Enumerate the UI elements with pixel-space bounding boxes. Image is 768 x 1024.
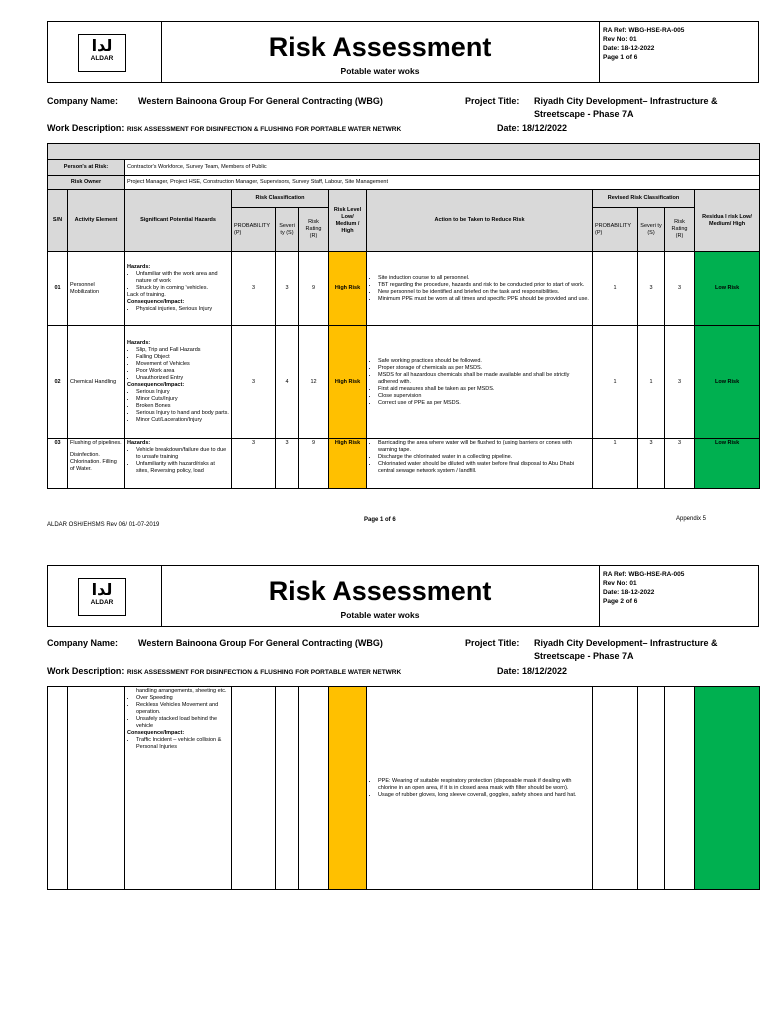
row-rating: 9 <box>299 252 329 326</box>
page-number: Page 2 of 6 <box>603 598 638 605</box>
row-hazards <box>125 687 232 890</box>
footer-left: ALDAR OSH/EHSMS Rev 06/ 01-07-2019 <box>47 522 160 528</box>
work-description <box>47 122 401 136</box>
risk-table-page-2 <box>47 686 760 890</box>
action-item: • Correct use of PPE as per MSDS. <box>378 400 590 407</box>
row-severity: 4 <box>276 326 299 439</box>
row-risk-level: High Risk <box>329 252 367 326</box>
risk-table-page-1 <box>47 143 760 489</box>
row-rev-rating: 3 <box>665 439 695 489</box>
company-value: Western Bainoona Group For General Contracting (WBG) <box>138 96 383 106</box>
work-date: Date: 18/12/2022 <box>497 666 568 676</box>
row-actions <box>367 326 593 439</box>
work-description <box>47 665 401 679</box>
row-sn: 01 <box>48 252 68 326</box>
project-value-2: Streetscape - Phase 7A <box>534 651 634 661</box>
row-rev-probability: 1 <box>593 326 638 439</box>
aldar-logo-mark-icon: ﻟﺪﺍ <box>91 36 113 55</box>
hazard-item: • Struck by in coming 'vehicles. <box>136 285 229 292</box>
consequence-item: • Minor Cuts/Injury <box>136 396 229 403</box>
consequence-item: • Serious Injury <box>136 389 229 396</box>
col-residual: Residua l risk Low/ Medium/ High <box>695 190 760 252</box>
hazard-item: • Slip, Trip and Fall Hazards <box>136 347 229 354</box>
row-actions <box>367 252 593 326</box>
document-header <box>47 21 759 83</box>
company-label: Company Name: <box>47 96 119 106</box>
row-actions <box>367 439 593 489</box>
row-rev-probability <box>593 687 638 890</box>
row-rating <box>299 687 329 890</box>
row-sn: 03 <box>48 439 68 489</box>
hazard-continued-text: handling arrangements, sheeting etc. <box>136 688 227 694</box>
consequence-item: • Serious Injury to hand and body parts. <box>136 410 229 417</box>
action-item: • Safe working practices should be followed. <box>378 358 590 365</box>
action-item: • Barricading the area where water will be flushed to (using barriers or cones with warning tape. <box>378 440 590 454</box>
title-cell <box>161 566 600 626</box>
project-value-1: Riyadh City Development– Infrastructure & <box>534 638 718 648</box>
action-item: • TBT regarding the procedure, hazards and risk to be conducted prior to start of work. <box>378 282 590 289</box>
table-row <box>48 687 760 890</box>
work-value: RISK ASSESSMENT FOR DISINFECTION & FLUSHING FOR PORTABLE WATER NETWRK <box>126 126 402 133</box>
row-rating: 9 <box>299 439 329 489</box>
project-label: Project Title: <box>465 638 520 648</box>
row-probability: 3 <box>232 326 276 439</box>
row-rev-probability: 1 <box>593 439 638 489</box>
hazard-item: • Unauthorized Entry <box>136 375 229 382</box>
col-action: Action to be Taken to Reduce Risk <box>367 190 593 252</box>
row-activity <box>68 687 125 890</box>
ref-date: Date: 18-12-2022 <box>603 45 655 52</box>
action-item: • Discharge the chlorinated water in a collecting pipeline. <box>378 454 590 461</box>
col-risk-classification: Risk Classification <box>232 190 329 208</box>
row-rev-rating <box>665 687 695 890</box>
reference-cell <box>600 22 758 82</box>
hazards-label: Hazards: <box>127 340 151 346</box>
table-row <box>48 252 760 326</box>
col-rating: Risk Rating (R) <box>299 208 329 252</box>
action-item: • Proper storage of chemicals as per MSDS. <box>378 365 590 372</box>
action-item: • First aid measures shall be taken as per MSDS. <box>378 386 590 393</box>
company-value: Western Bainoona Group For General Contracting (WBG) <box>138 638 383 648</box>
owner-value: Project Manager, Project HSE, Construction Manager, Supervisors, Survey Staff, Labour, Site Management <box>125 176 760 190</box>
row-rev-severity: 3 <box>638 252 665 326</box>
col-hazards: Significant Potential Hazards <box>125 190 232 252</box>
work-date: Date: 18/12/2022 <box>497 123 568 133</box>
logo-text: ALDAR <box>90 599 114 606</box>
row-rating: 12 <box>299 326 329 439</box>
row-rev-rating: 3 <box>665 326 695 439</box>
table-row <box>48 326 760 439</box>
row-severity: 3 <box>276 439 299 489</box>
row-activity <box>68 439 125 489</box>
hazards-label: Hazards: <box>127 440 151 446</box>
hazard-item: • Movement of Vehicles <box>136 361 229 368</box>
rev-no: Rev No: 01 <box>603 36 637 43</box>
header-band <box>48 144 760 160</box>
col-sn: S/N <box>48 190 68 252</box>
project-label: Project Title: <box>465 96 520 106</box>
consequence-item: • Minor Cut/Laceration/Injury <box>136 417 229 424</box>
work-label: Work Description: <box>47 123 125 133</box>
col-rev-rating: Risk Rating (R) <box>665 208 695 252</box>
consequence-label: Consequence/Impact: <box>127 730 185 736</box>
page-subtitle: Potable water woks <box>340 66 420 76</box>
col-probability: PROBABILITY (P) <box>232 208 276 252</box>
row-severity <box>276 687 299 890</box>
row-risk-level: High Risk <box>329 326 367 439</box>
hazard-item: • Vehicle breakdown/failure due to due to unsafe training <box>136 447 229 461</box>
title-cell <box>161 22 600 82</box>
work-label: Work Description: <box>47 666 125 676</box>
col-activity: Activity Element <box>68 190 125 252</box>
logo-cell <box>48 566 162 626</box>
hazard-note: Lack of training. <box>127 292 166 298</box>
aldar-logo <box>78 578 126 616</box>
aldar-logo-mark-icon: ﻟﺪﺍ <box>91 580 113 599</box>
row-sn: 02 <box>48 326 68 439</box>
row-probability: 3 <box>232 439 276 489</box>
page-subtitle: Potable water woks <box>340 610 420 620</box>
page-title: Risk Assessment <box>268 576 492 606</box>
logo-cell <box>48 22 162 82</box>
row-risk-level: High Risk <box>329 439 367 489</box>
hazard-item: • Reckless Vehicles Movement and operation. <box>136 702 229 716</box>
hazard-item: • Poor Work area <box>136 368 229 375</box>
row-hazards <box>125 439 232 489</box>
row-activity: Chemical Handling <box>68 326 125 439</box>
footer-right: Appendix 5 <box>676 516 707 522</box>
row-residual: Low Risk <box>695 439 760 489</box>
action-item: • PPE: Wearing of suitable respiratory protection (disposable mask if dealing with chlorine in an open area, if it is in closed area mask with filter should be worn). <box>378 778 590 792</box>
action-item: • Usage of rubber gloves, long sleeve coverall, goggles, safety shoes and hard hat. <box>378 792 590 799</box>
owner-label: Risk Owner <box>48 176 125 190</box>
consequence-item: • Broken Bones <box>136 403 229 410</box>
col-risk-level: Risk Level Low/ Medium / High <box>329 190 367 252</box>
row-severity: 3 <box>276 252 299 326</box>
consequence-item: • Traffic Incident – vehicle collision & Personal Injuries <box>136 737 229 751</box>
row-residual: Low Risk <box>695 326 760 439</box>
col-rev-severity: Severi ty (S) <box>638 208 665 252</box>
hazard-item: • Over Speeding <box>136 695 229 702</box>
logo-text: ALDAR <box>90 55 114 62</box>
hazard-item: • Unfamiliarity with hazard/risks at sites, Reversing policy, load <box>136 461 229 475</box>
persons-value: Contractor's Workforce, Survey Team, Members of Public <box>125 160 760 176</box>
table-row <box>48 439 760 489</box>
work-value: RISK ASSESSMENT FOR DISINFECTION & FLUSHING FOR PORTABLE WATER NETWRK <box>126 669 402 676</box>
row-rev-severity <box>638 687 665 890</box>
company-label: Company Name: <box>47 638 119 648</box>
persons-label: Person's at Risk: <box>48 160 125 176</box>
consequence-label: Consequence/Impact: <box>127 382 185 388</box>
row-rev-probability: 1 <box>593 252 638 326</box>
project-value-1: Riyadh City Development– Infrastructure & <box>534 96 718 106</box>
action-item: • MSDS for all hazardous chemicals shall be made available and shall be strictly adhered with. <box>378 372 590 386</box>
row-sn <box>48 687 68 890</box>
col-severity: Severi ty (S) <box>276 208 299 252</box>
project-value-2: Streetscape - Phase 7A <box>534 109 634 119</box>
reference-cell <box>600 566 758 626</box>
action-item: • Site induction course to all personnel. <box>378 275 590 282</box>
aldar-logo <box>78 34 126 72</box>
activity-line-2: Disinfection. Chlorination. Filling of Water. <box>70 452 117 472</box>
hazard-item: • Unfamiliar with the work area and nature of work <box>136 271 229 285</box>
page-number: Page 1 of 6 <box>603 54 638 61</box>
ref-date: Date: 18-12-2022 <box>603 589 655 596</box>
footer-page: Page 1 of 6 <box>364 517 396 523</box>
row-residual: Low Risk <box>695 252 760 326</box>
rev-no: Rev No: 01 <box>603 580 637 587</box>
ra-ref: RA Ref: WBG-HSE-RA-005 <box>603 571 685 578</box>
hazard-item: • Unsafely stacked load behind the vehicle <box>136 716 229 730</box>
action-item: • Chlorinated water should be diluted with water before final disposal to Abu Dhabi central sewage network system / landfill. <box>378 461 590 475</box>
row-rev-rating: 3 <box>665 252 695 326</box>
row-rev-severity: 1 <box>638 326 665 439</box>
consequence-label: Consequence/Impact: <box>127 299 185 305</box>
row-hazards <box>125 326 232 439</box>
document-header <box>47 565 759 627</box>
hazard-item: • Falling Object <box>136 354 229 361</box>
row-hazards <box>125 252 232 326</box>
hazards-label: Hazards: <box>127 264 151 270</box>
ra-ref: RA Ref: WBG-HSE-RA-005 <box>603 27 685 34</box>
row-rev-severity: 3 <box>638 439 665 489</box>
activity-line-1: Flushing of pipelines. <box>70 440 122 446</box>
col-rev-probability: PROBABILITY (P) <box>593 208 638 252</box>
row-residual <box>695 687 760 890</box>
consequence-item: • Physical injuries, Serious Injury <box>136 306 229 313</box>
col-revised: Revised Risk Classification <box>593 190 695 208</box>
row-probability: 3 <box>232 252 276 326</box>
row-probability <box>232 687 276 890</box>
row-activity: Personnel Mobilization <box>68 252 125 326</box>
action-item: • Close supervision <box>378 393 590 400</box>
action-item: • Minimum PPE must be worn at all times and specific PPE should be provided and use. <box>378 296 590 303</box>
row-actions <box>367 687 593 890</box>
row-risk-level <box>329 687 367 890</box>
page-title: Risk Assessment <box>268 32 492 62</box>
action-item: • New personnel to be identified and briefed on the task and responsibilities. <box>378 289 590 296</box>
